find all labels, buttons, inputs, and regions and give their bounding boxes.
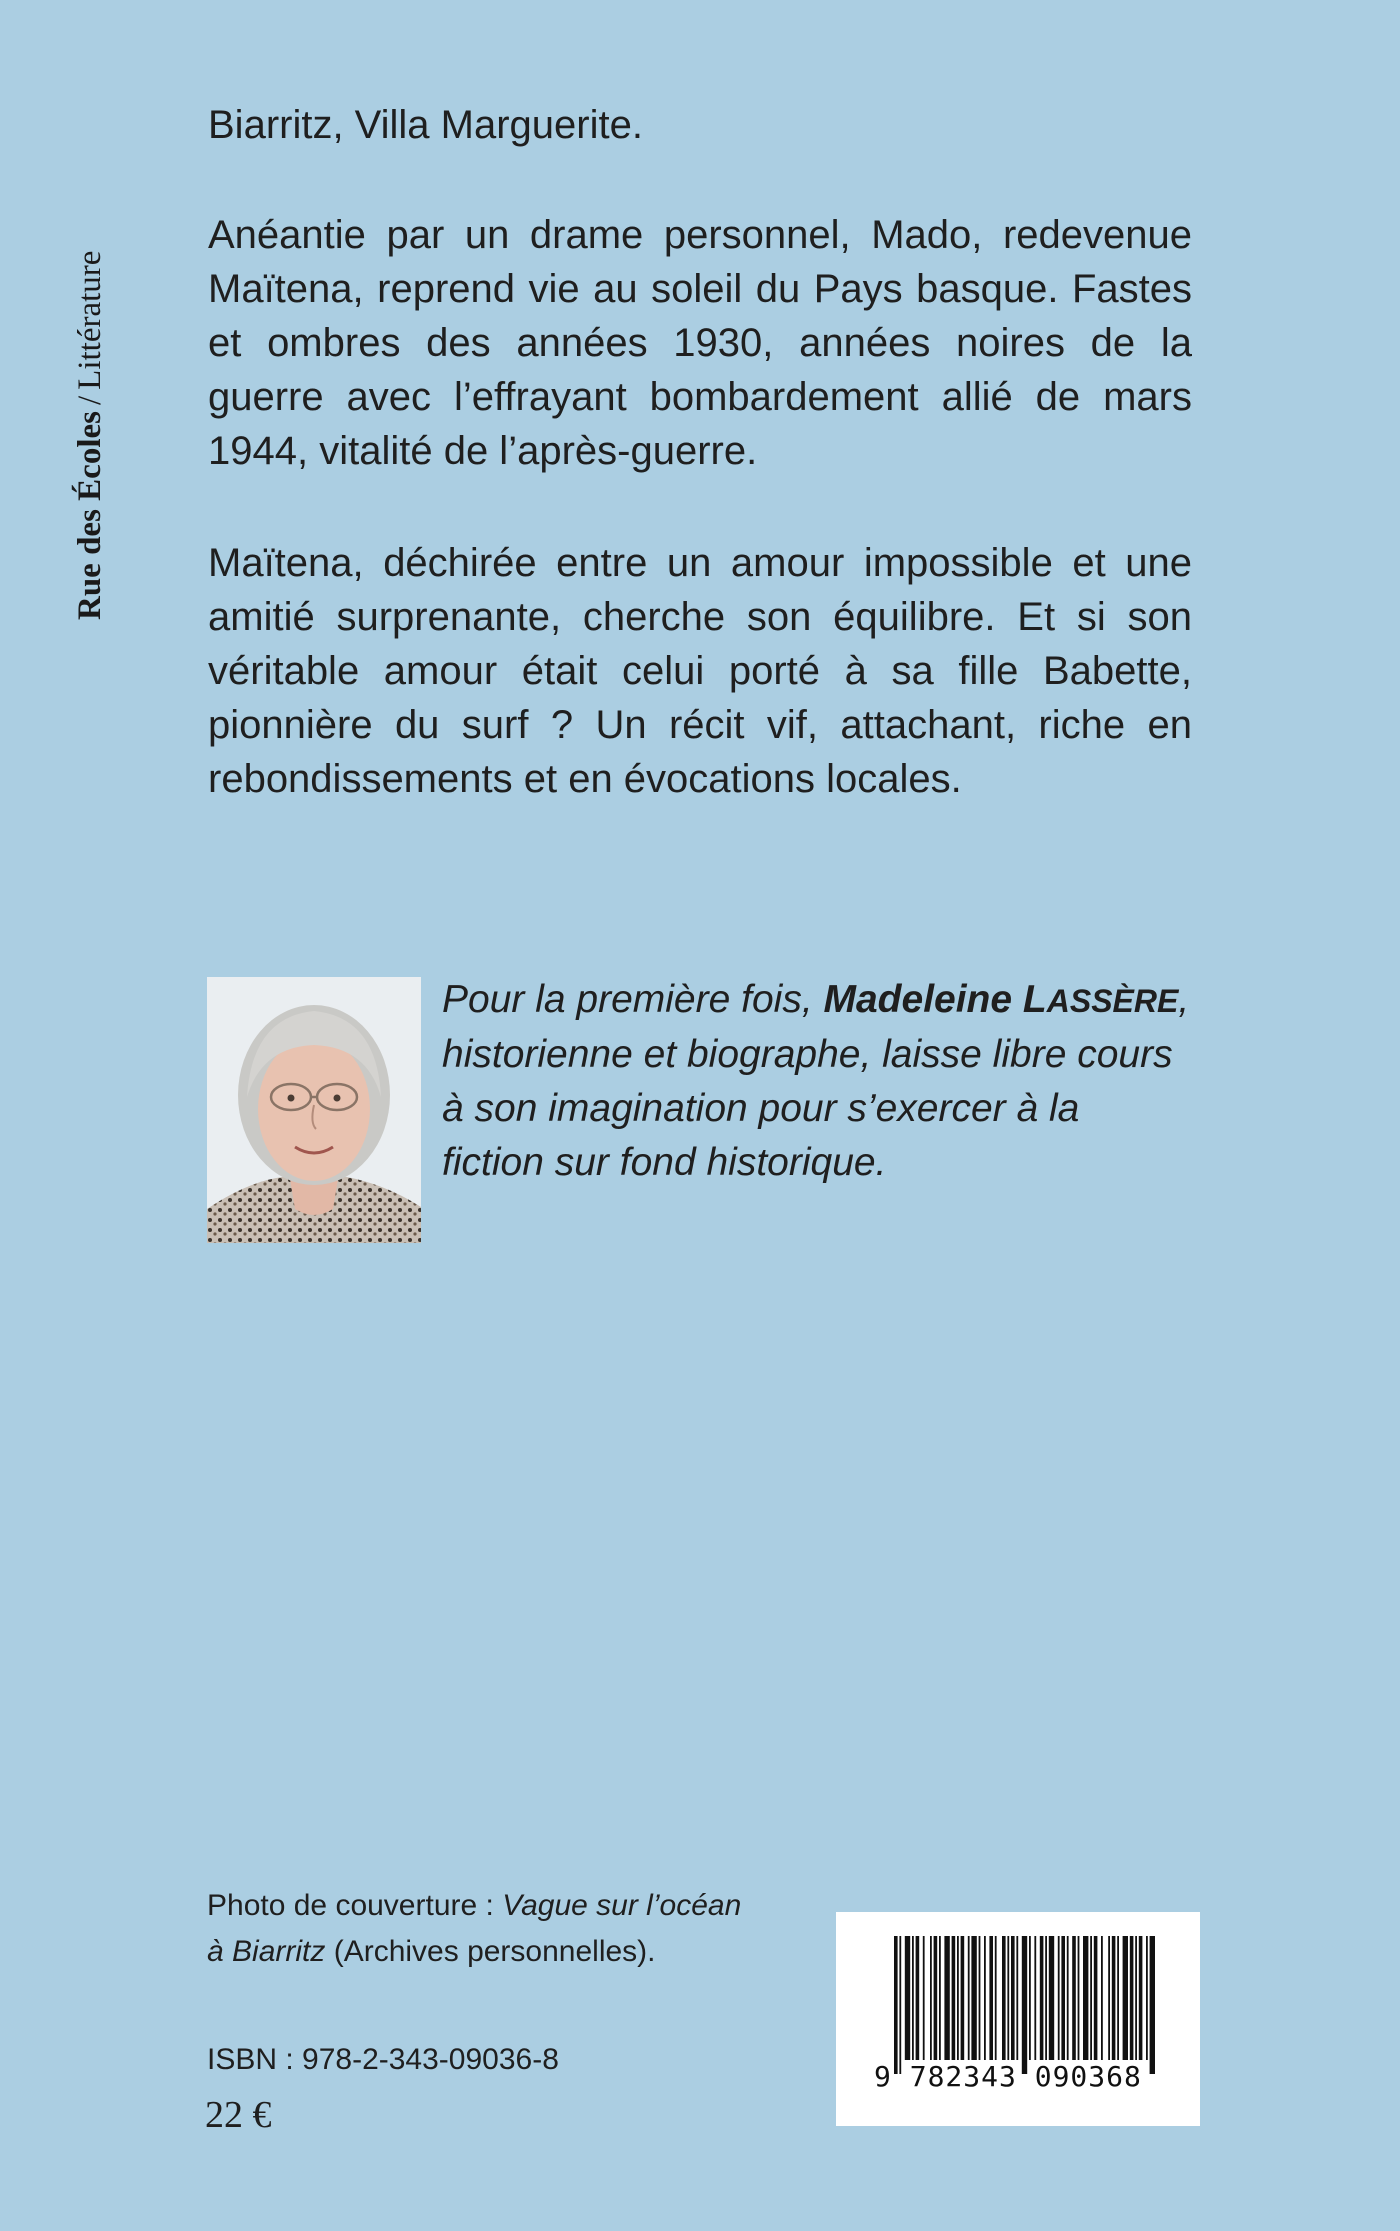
- spine-label: [70, 100, 110, 620]
- author-first-name: Madeleine: [823, 978, 1013, 1021]
- series-separator: /: [72, 395, 108, 405]
- barcode-bar: [1007, 1936, 1009, 2060]
- barcode-bar: [1146, 1936, 1148, 2060]
- barcode-bar: [1002, 1936, 1006, 2060]
- barcode-bar: [961, 1936, 965, 2060]
- barcode-bar: [995, 1936, 997, 2060]
- barcode-bar: [916, 1936, 920, 2060]
- barcode-bar: [905, 1936, 910, 2060]
- bio-prefix: Pour la première fois,: [442, 978, 813, 1021]
- barcode-bar: [1040, 1936, 1044, 2060]
- barcode-bar: [1135, 1936, 1137, 2060]
- author-bio: [442, 973, 1192, 1190]
- barcode-bar: [971, 1936, 976, 2060]
- credit-title-line2: à Biarritz: [207, 1935, 326, 1968]
- barcode-bar: [1150, 1936, 1155, 2074]
- barcode-bar: [1130, 1936, 1134, 2060]
- barcode-bar: [1049, 1936, 1054, 2060]
- author-last-initial: L: [1022, 978, 1047, 1021]
- barcode-digits: 9 782343 090368: [874, 2060, 1142, 2093]
- barcode-bar: [1112, 1936, 1116, 2060]
- credit-label: Photo de couverture :: [207, 1889, 494, 1922]
- author-last-rest: ASSÈRE: [1046, 983, 1179, 1019]
- barcode-bar: [899, 1936, 901, 2074]
- barcode-bar: [1117, 1936, 1119, 2060]
- barcode-bar: [984, 1936, 986, 2060]
- barcode-bar: [1090, 1936, 1092, 2060]
- barcode-bar: [1108, 1936, 1110, 2060]
- barcode-bar: [989, 1936, 993, 2060]
- barcode-bar: [952, 1936, 956, 2060]
- series-name: Rue des Écoles: [72, 411, 108, 620]
- barcode-bar: [1067, 1936, 1069, 2060]
- barcode-bar: [939, 1936, 941, 2060]
- credit-title-line1: Vague sur l’océan: [502, 1889, 742, 1922]
- spine-label-wrapper: [70, 100, 110, 620]
- barcode-bars: [836, 1912, 1200, 2126]
- barcode-bar: [1011, 1936, 1015, 2060]
- barcode-bar: [944, 1936, 949, 2060]
- author-name: [824, 978, 1179, 1021]
- barcode-bar: [1078, 1936, 1080, 2060]
- barcode-bar: [1072, 1936, 1076, 2060]
- author-portrait-image: [207, 977, 421, 1243]
- genre-name: Littérature: [72, 250, 108, 390]
- barcode-bar: [1016, 1936, 1018, 2060]
- price: 22 €: [205, 2094, 272, 2136]
- barcode-bar: [923, 1936, 925, 2060]
- bio-suffix: , historienne et biographe, laisse libre cours à son imagination pour s’exercer à la fiction sur fond historique.: [442, 978, 1190, 1184]
- barcode-bar: [1101, 1936, 1103, 2060]
- barcode-bar: [1022, 1936, 1027, 2074]
- barcode-bar: [957, 1936, 959, 2060]
- barcode-bar: [1123, 1936, 1128, 2060]
- barcode-bar: [1029, 1936, 1031, 2060]
- barcode-bar: [1058, 1936, 1060, 2060]
- barcode-bar: [1094, 1936, 1098, 2060]
- barcode-bar: [934, 1936, 938, 2060]
- barcode-bar: [1061, 1936, 1065, 2060]
- barcode-bar: [1139, 1936, 1143, 2060]
- barcode-bar: [1034, 1936, 1036, 2060]
- barcode-bar: [1045, 1936, 1047, 2060]
- cover-photo-credit: [207, 1883, 807, 1975]
- barcode-bar: [912, 1936, 914, 2060]
- barcode-bar: [894, 1936, 898, 2074]
- barcode-bar: [968, 1936, 970, 2060]
- barcode: [836, 1912, 1200, 2126]
- blurb-paragraph-location: Biarritz, Villa Marguerite.: [208, 103, 643, 147]
- author-photo: [207, 977, 421, 1243]
- credit-source: (Archives personnelles).: [333, 1935, 656, 1968]
- blurb-paragraph-summary: Anéantie par un drame personnel, Mado, redevenue Maïtena, reprend vie au soleil du Pays basque. Fastes et ombres des années 1930, années noires de la guerre avec l’effrayant bombardement allié de mars 1944, vitalité de l’après-guerre.: [208, 213, 1192, 473]
- blurb-paragraph-hook: Maïtena, déchirée entre un amour impossible et une amitié surprenante, cherche son équilibre. Et si son véritable amour était celui porté à sa fille Babette, pionnière du surf ? Un récit vif, attachant, riche en rebondissements et en évocations locales.: [208, 541, 1192, 801]
- barcode-bar: [930, 1936, 932, 2060]
- barcode-bar: [1083, 1936, 1088, 2060]
- isbn-number: ISBN : 978-2-343-09036-8: [207, 2043, 559, 2076]
- barcode-bar: [979, 1936, 981, 2060]
